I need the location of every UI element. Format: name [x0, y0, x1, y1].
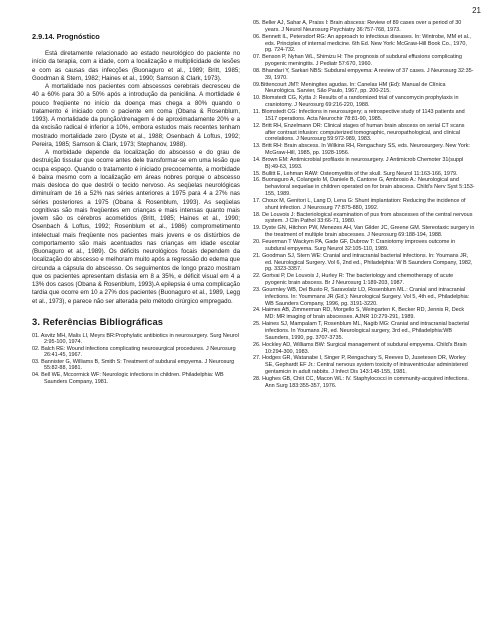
reference-item: 06. Bennett IL, Petersdorf RG: An approach to infectious diseases. In: Wintrobe, MM et al., eds. Principles of internal medicine. 6th Ed. New York: McGraw-Hill Book Co., 1970, pg. 724-732. — [253, 33, 471, 54]
paragraph: A morbidade depende da localização do abscesso e do grau de destruição tissular que ocorre antes dele transformar-se em uma lesão que ocupa espaço. Quando o tratamento é iniciado precocemente, a morbidade é baixa mesmo com a localização em áreas nobres porque o abscesso mais desloca do que destrói o tecido nervoso. As seqüelas neurológicas diminuíram de 16 a 52% nas séries anteriores a 1975 para 4 a 27% nas séries posteriores a 1975 (Obana & Rosenblum, 1993). As seqüelas cognitivas são mais freqüentes em crianças e mais intensas quanto mais jovem são os cérebros acometidos (Britt, 1985; Haines et al., 1990; Osenbach & Loftus, 1992; Rosenblum et al., 1986) comprometimento intelectual mais freqüente nos pacientes mais jovens e os distúrbios de comportamento são mais acentuados nas crianças em idade escolar (Buonaguro et al., 1989). Os déficits neurológicos focais dependem da localização do abscesso e melhoram muito após a regressão do edema que circunda a cápsula do abscesso. Os seguimentos de longo prazo mostram que os pacientes apresentam disfasia em 8 a 35%, e déficit visual em 4 a 13% dos casos (Obana & Rosenblum, 1993).A epilepsia é uma complicação tardia que ocorre em 10 a 27% dos pacientes (Buonaguro et al., 1989, Legg et al., 1973), e parece não ser alterada pelo método cirúrgico empregado. — [32, 149, 240, 305]
reference-item: 17. Choux M, Genitori L, Lang D, Lena G: Shunt implantation: Reducing the incidence of shunt infection. J Neurosurg 77:875-880, 1992. — [253, 197, 466, 211]
reference-item: 07. Benson P, Nyhan WL, Shimizu H: The prognosis of subdural effusions complicating pyogenic meningitis. J Pediatr 57:670, 1960. — [253, 54, 462, 68]
reference-item: 23. Gourmley WB, Del Busto R, Saravolatz LD, Rosenblum ML.: Cranial and intracranial infections. In: Yoummans JR (Ed.): Neurological Surgery. Vol 5, 4th ed., Philadelphia: WB Saunders Company, 1996, pg. 3191-3220. — [253, 286, 470, 307]
reference-item: 02. Balch RE: Wound infections complicating neurosurgical procedures. J Neurosurg 26:41-45, 1967. — [32, 345, 236, 359]
reference-item: 01. Asvitz MH, Malis LI, Meyrs BR:Prophylatic antibiotics in neurosurgery. Surg Neurol 2:95-100, 1974. — [32, 332, 239, 346]
right-column — [253, 20, 475, 390]
reference-list — [253, 20, 475, 390]
paragraph: Está diretamente relacionado ao estado neurológico do paciente no início da terapia, com a idade, com a localização e multiplicidade de lesões e com as causas das infecções (Buonaguro et al., 1989; Britt, 1985; Goodman & Stern, 1982; Haines et al., 1990; Samson & Clark, 1973). — [32, 50, 240, 82]
reference-item: 10. Blomstedt CG, Kytta J: Results of a randomized trial of vancomycin prophylaxis in craniotomy. J Neurosurg 69:216-220, 1988. — [253, 95, 459, 109]
reference-item: 12. Britt RH, Enzelmann DR: Clinical stages of human brain abscess on serial CT scans after contrast infusion: computerized tomographic, neuropathological, and clinical correlations. J Neurosurg 59:972-989, 1983. — [253, 122, 465, 143]
reference-item: 08. Bhandari Y, Sarkari NBS: Subdural empyema: A review of 37 cases. J Neurosurg 32:35-39, 1970. — [253, 67, 474, 81]
reference-item: 26. Hockley AD, Williams BW: Surgical management of subdural empyema. Child's Brain 10:294-300, 1983. — [253, 341, 467, 355]
reference-item: 24. Haimes AB, Zimmerman RD, Morgello S, Weingarten K, Becker RD, Jennis R, Deck MD: MR imaging of brain abscesses. AJNR 10:279-291, 1989. — [253, 307, 465, 321]
reference-item: 14. Brown EM: Antimicrobial profilaxis in neurosurgery. J Antimicrob Chemoter 31(suppl B):49-63, 1993. — [253, 156, 464, 170]
references-heading: 3. Referências Bibliográficas — [32, 315, 164, 327]
reference-item: 13. Britt RH: Brain abscess. In Wilkins RH, Rengachary SS, eds. Neurosurgery. New York: McGraw-Hill, 1985, pp. 1928-1956. — [253, 143, 470, 157]
reference-item: 19. Dyste GN, Hitchon PW, Menezes AH, Van Gilder JC, Greene GM. Stereotaxic surgery in the treatment of multiple brain abscesses. J Neurosurg 69:188-194, 1988. — [253, 225, 475, 239]
reference-item: 16. Buonaguro A, Colangelo M, Daniele B, Cantone G, Ambrosio A.: Neurological and behavioral sequelae in children operated on for brain abscess. Child's Nerv Syst 5:153-155, 1989. — [253, 177, 475, 198]
reference-item: 03. Bannister G, Williams B, Smith S: Treatment of subdural empyema. J Neurosurg 55:82-88, 1981. — [32, 358, 235, 372]
reference-item: 15. Bullitt E, Lehman RAW: Osteomyelitis of the skull. Surg Neurol 11:163-166, 1979. — [253, 170, 458, 177]
reference-item: 04. Bell WE, Mccormick WF: Neurologic infections in children. Philadelphia: WB Saunders Company, 1981. — [32, 372, 224, 385]
reference-item: 05. Beller AJ, Sahar A, Praiss I: Brain abscess: Review of 89 cases over a period of 30 years. J Neurol Neurosurg Psychiatry 36:757-768, 1973. — [253, 20, 462, 33]
reference-item: 28. Hughes GB, Chiit CC, Macon WL: IV. Staphylococci in community-acquired infections. Ann Surg 183:355-357, 1976. — [253, 375, 469, 389]
paragraph: A mortalidade nos pacientes com abscessos cerebrais decresceu de 40 a 60% para 30 a 50% após a introdução da penicilina. A mortlidade é pouco freqüente no início da doença mas chega a 80% quando o tratamento é iniciado com o paciente em coma (Obana & Rosenblum, 1993). A mortalidade da punção/drenagem é de aproximadamente 20% e a da excisão radical é inferior a 10%, embora estudos mais recentes tenham mostrado mortalidade zero (Dyste et al., 1988; Osenbach & Loftus, 1992; Pereira, 1985; Samson & Clark, 1973; Stephanov, 1988). — [32, 83, 240, 148]
reference-item: 22. Gortvai P, De Louvois J, Hurley R: The bacteriology and chemotherapy of acute pyogenic brain abscess. Br J Neurosurg 1:189-203, 1987. — [253, 273, 454, 287]
left-column — [32, 20, 240, 385]
reference-item: 18. De Louvois J: Bacteriological examination of pus from abscesses of the central nervous system. J Clin Pathol 33:66-71, 1980. — [253, 211, 473, 225]
reference-item: 27. Hodges GR, Watanabe I, Singer P, Rengachary S, Reeves D, Jusetesen DR, Worley SE, Gephardt EF Jr.: Central nervous system toxicity of intraventricular administered gentamicin in adult rabbits. J Infect Dis 143:148-155, 1981. — [253, 355, 468, 376]
page-number: 21 — [472, 6, 481, 15]
reference-item: 11. Blomstedt CG: Infections in neurosurgery; a retrospective study of 1143 patients and 1517 operations. Acta Neurochir 78:81-90, 1985. — [253, 108, 465, 122]
reference-item: 09.Bittencourt JMT: Meningites agudas. In: Canelas HM (Ed): Manual de Clínica Neurológica. Sarvier, São Paulo, 1967, pp. 200-215. — [253, 81, 446, 95]
reference-item: 21. Goodman SJ, Stern WE: Cranial and intracranial bacterial infections. In: Youmans JR, ed. Neurological Surgery. Vol 6, 2nd ed., Philadelphia: W B Saunders Company, 1982, pg. 3323-3357. — [253, 252, 473, 273]
reference-item: 25. Haines SJ, Mampalam T, Rosenblum ML, Nagib MG: Cranial and intracranial bacterial infections. In Youmans JR, ed. Neurological surgery, 3rd ed., Philadelphia:WB Saunders, 1990, pg. 3707-3735. — [253, 321, 469, 341]
reference-list — [32, 333, 240, 385]
section-heading: 2.9.14. Prognóstico — [32, 32, 100, 41]
body-text — [32, 50, 240, 306]
reference-item: 20. Feuerman T Wackym PA, Gade GF, Dubrow T: Craniotomy improves outcome in subdural empyema. Surg Neurol 32:105-110, 1989. — [253, 239, 456, 252]
